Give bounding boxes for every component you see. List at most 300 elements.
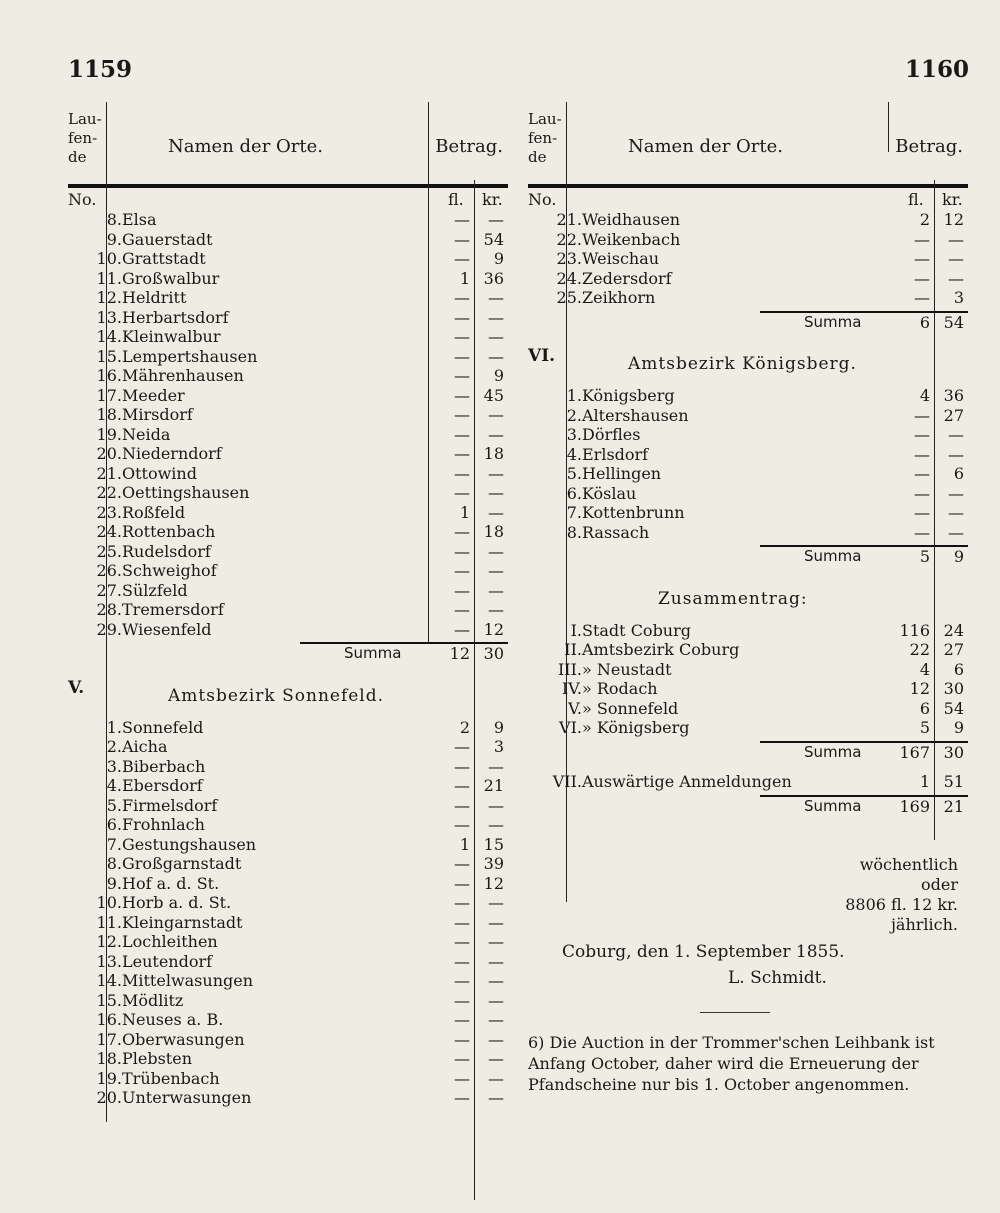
amount-kr: — [488, 815, 504, 834]
amount-fl: — [454, 522, 470, 541]
table-row [68, 1088, 508, 1108]
amount-kr: 24 [943, 620, 964, 640]
amount-fl: — [454, 1049, 470, 1068]
row-number: IV. [561, 679, 582, 698]
place-name: Herbartsdorf [122, 307, 229, 327]
amount-fl: 6 [919, 698, 930, 718]
table-row [68, 600, 508, 620]
table-row [68, 503, 508, 523]
row-number: 1. [566, 386, 582, 405]
row-number: 18. [96, 1049, 122, 1068]
amount-kr: 30 [943, 679, 964, 698]
place-name: Kottenbrunn [582, 503, 685, 522]
amount-kr: — [488, 795, 504, 815]
place-name: Ebersdorf [122, 776, 203, 795]
amount-kr: — [488, 1029, 504, 1049]
place-name: Köslau [582, 483, 637, 503]
place-name: Hof a. d. St. [122, 873, 220, 893]
row-number: 16. [96, 1010, 122, 1029]
row-number: III. [557, 659, 582, 679]
amount-fl: — [454, 249, 470, 268]
row-number: 26. [96, 561, 122, 580]
amount-kr: — [488, 405, 504, 424]
place-name: Weidhausen [582, 210, 681, 229]
place-name: Sülzfeld [122, 580, 188, 600]
place-name: Frohnlach [122, 815, 205, 834]
amount-kr: — [488, 600, 504, 619]
row-number: II. [564, 640, 582, 659]
table-row [68, 952, 508, 972]
table-row [68, 308, 508, 328]
place-name: Biberbach [122, 756, 206, 776]
place-name: Dörfles [582, 425, 641, 444]
amount-fl: — [454, 1029, 470, 1049]
amount-fl: 1 [459, 268, 470, 288]
amount-kr: — [488, 1049, 504, 1068]
amount-fl: 22 [909, 640, 930, 659]
amount-fl: — [454, 932, 470, 951]
amount-kr: — [948, 249, 964, 268]
amount-kr: — [488, 502, 504, 522]
row-number: 2. [566, 405, 582, 425]
signature: L. Schmidt. [728, 968, 827, 988]
place-name: Horb a. d. St. [122, 893, 232, 912]
place-name: Plebsten [122, 1049, 193, 1068]
table-row [68, 776, 508, 796]
table-row [68, 269, 508, 289]
amount-fl: 1 [919, 772, 930, 791]
amount-kr: — [488, 288, 504, 307]
place-name: Weischau [582, 249, 660, 268]
amount-fl: — [454, 444, 470, 463]
table-row [68, 971, 508, 991]
amount-kr: 39 [483, 854, 504, 873]
row-number: 16. [96, 366, 122, 385]
table-row [68, 464, 508, 484]
row-number: 8. [566, 522, 582, 542]
rows-auswaertig [528, 772, 968, 792]
table-row [528, 484, 968, 504]
header-laufende: Lau- fen- de [68, 110, 102, 166]
amount-fl: — [454, 405, 470, 424]
table-row [68, 757, 508, 777]
amount-kr: — [488, 1010, 504, 1029]
row-number: 6. [566, 483, 582, 503]
amount-kr: — [488, 580, 504, 600]
row-number: 29. [96, 619, 122, 639]
place-name: Amtsbezirk Coburg [582, 640, 740, 659]
amount-fl: 2 [919, 210, 930, 229]
amount-kr: 3 [953, 288, 964, 307]
amount-fl: — [454, 307, 470, 327]
amount-fl: — [914, 444, 930, 464]
amount-fl: — [454, 210, 470, 229]
amount-kr: — [488, 932, 504, 951]
amount-fl: — [454, 873, 470, 893]
amount-kr: 6 [953, 659, 964, 679]
page-number-left: 1159 [68, 56, 133, 83]
amount-kr: 54 [943, 698, 964, 718]
amount-kr: — [488, 210, 504, 229]
amount-fl: — [454, 893, 470, 912]
amount-kr: — [488, 893, 504, 912]
amount-fl: — [454, 795, 470, 815]
place-name: » Königsberg [582, 718, 690, 737]
row-number: 3. [566, 425, 582, 444]
table-row [528, 288, 968, 308]
row-number: 10. [96, 249, 122, 268]
amount-kr: 3 [493, 737, 504, 756]
zusammentrag-heading: Zusammentrag: [658, 588, 808, 609]
amount-kr: 12 [483, 619, 504, 639]
amount-fl: — [454, 327, 470, 346]
amount-fl: — [454, 971, 470, 990]
place-name: Kleingarnstadt [122, 912, 243, 932]
place-name: Grattstadt [122, 249, 206, 268]
amount-kr: 9 [953, 718, 964, 737]
footnote: 6) Die Auction in der Trommer'schen Leihbank ist Anfang October, daher wird die Erneuerung der Pfandscheine nur bis 1. October angenommen. [528, 1033, 935, 1094]
place-name: Heldritt [122, 288, 187, 307]
table-row [528, 269, 968, 289]
amount-fl: 2 [459, 717, 470, 737]
amount-fl: — [914, 425, 930, 444]
row-number: 11. [96, 912, 122, 932]
table-row [68, 796, 508, 816]
unit-row: No. fl. kr. [68, 190, 503, 209]
table-row [528, 445, 968, 465]
amount-fl: 4 [919, 659, 930, 679]
row-number: 28. [96, 600, 122, 619]
amount-fl: — [454, 561, 470, 580]
amount-fl: — [454, 483, 470, 502]
amount-fl: 1 [459, 502, 470, 522]
amount-kr: 18 [483, 444, 504, 463]
table-row [528, 406, 968, 426]
row-number: 2. [106, 737, 122, 756]
rows-zusammen [528, 621, 968, 738]
summa-row: Summa 5 9 [804, 547, 964, 566]
place-name: Lochleithen [122, 932, 218, 951]
place-name: Mährenhausen [122, 366, 244, 385]
header-laufende: Lau- fen- de [528, 110, 562, 166]
left-column [68, 96, 508, 1108]
amount-fl: — [454, 815, 470, 834]
amount-kr: — [488, 756, 504, 776]
place-name: Weikenbach [582, 229, 681, 249]
amount-fl: — [914, 464, 930, 483]
amount-kr: 51 [943, 772, 964, 791]
amount-fl: 5 [919, 718, 930, 737]
table-row [68, 542, 508, 562]
table-row [68, 620, 508, 640]
amount-kr: — [488, 424, 504, 444]
table-row [528, 230, 968, 250]
amount-fl: — [454, 1010, 470, 1029]
place-name: Wiesenfeld [122, 619, 212, 639]
row-number: 10. [96, 893, 122, 912]
amount-kr: — [488, 990, 504, 1010]
summa-row: Summa 12 30 [344, 644, 504, 663]
place-name: Leutendorf [122, 951, 213, 971]
row-number: 11. [96, 268, 122, 288]
table-row [68, 581, 508, 601]
row-number: 9. [106, 229, 122, 249]
table-row [68, 718, 508, 738]
row-number: 17. [96, 1029, 122, 1049]
row-number: 12. [96, 932, 122, 951]
place-name: Neuses a. B. [122, 1010, 224, 1029]
amount-fl: — [454, 990, 470, 1010]
row-number: 12. [96, 288, 122, 307]
place-name: Mödlitz [122, 990, 184, 1010]
table-row [68, 1069, 508, 1089]
table-row [68, 835, 508, 855]
yearly-note: jährlich. [890, 915, 958, 934]
row-number: 23. [96, 502, 122, 522]
place-name: Zedersdorf [582, 268, 672, 288]
place-name: Roßfeld [122, 502, 186, 522]
amount-kr: — [948, 503, 964, 522]
table-row [68, 874, 508, 894]
row-number: 7. [106, 834, 122, 854]
row-number: 17. [96, 385, 122, 405]
place-name: Meeder [122, 385, 185, 405]
amount-kr: 9 [493, 249, 504, 268]
row-number: 14. [96, 327, 122, 346]
table-row [68, 210, 508, 230]
table-row [68, 249, 508, 269]
amount-fl: — [454, 288, 470, 307]
row-number: 20. [96, 444, 122, 463]
place-name: Auswärtige Anmeldungen [582, 772, 792, 791]
amount-fl: — [454, 229, 470, 249]
amount-kr: 27 [943, 405, 964, 425]
amount-fl: — [454, 385, 470, 405]
amount-fl: — [454, 737, 470, 756]
table-row [528, 386, 968, 406]
place-name: Großgarnstadt [122, 854, 242, 873]
place-name: Königsberg [582, 386, 675, 405]
summa-row: Summa 169 21 [804, 796, 964, 816]
amount-kr: — [948, 522, 964, 542]
table-row [68, 991, 508, 1011]
amount-kr: — [488, 1088, 504, 1107]
summa-row: Summa 167 30 [804, 742, 964, 762]
amount-fl: — [454, 1068, 470, 1088]
row-number: 25. [556, 288, 582, 307]
amount-kr: — [488, 1068, 504, 1088]
amount-kr: — [488, 912, 504, 932]
row-number: 7. [566, 503, 582, 522]
row-number: 13. [96, 951, 122, 971]
row-number: 19. [96, 424, 122, 444]
table-row [528, 640, 968, 660]
table-row [68, 444, 508, 464]
unit-row: No. fl. kr. [528, 190, 963, 209]
amount-fl: — [914, 503, 930, 522]
row-number: 5. [106, 795, 122, 815]
row-number: 25. [96, 541, 122, 561]
table-row [68, 815, 508, 835]
amount-kr: 45 [483, 385, 504, 405]
place-name: Erlsdorf [582, 444, 649, 464]
row-number: 9. [106, 873, 122, 893]
rows-v [68, 718, 508, 1108]
table-header [68, 96, 508, 180]
amount-kr: 18 [483, 522, 504, 541]
amount-fl: — [454, 619, 470, 639]
amount-kr: — [488, 971, 504, 990]
place-name: Tremersdorf [122, 600, 224, 619]
or-note: oder [921, 875, 958, 894]
place-name: » Sonnefeld [582, 698, 679, 718]
row-number: 5. [566, 464, 582, 483]
table-header [528, 96, 968, 180]
table-row [68, 405, 508, 425]
right-column [528, 96, 968, 816]
amount-kr: — [488, 327, 504, 346]
place-name: Trübenbach [122, 1068, 220, 1088]
amount-fl: — [454, 463, 470, 483]
amount-kr: — [488, 307, 504, 327]
row-number: 24. [96, 522, 122, 541]
rows-vi [528, 386, 968, 542]
amount-kr: — [488, 541, 504, 561]
table-row [528, 503, 968, 523]
place-name: Neida [122, 424, 171, 444]
amount-fl: — [454, 600, 470, 619]
place-name: Oettingshausen [122, 483, 250, 502]
table-row [528, 718, 968, 738]
amount-fl: — [454, 912, 470, 932]
table-row [68, 483, 508, 503]
table-row [68, 854, 508, 874]
table-row [68, 1049, 508, 1069]
place-name: Elsa [122, 210, 157, 229]
amount-fl: — [914, 229, 930, 249]
amount-fl: — [454, 580, 470, 600]
table-row [68, 522, 508, 542]
place-name: Rudelsdorf [122, 541, 211, 561]
amount-kr: 15 [483, 834, 504, 854]
row-number: 21. [96, 463, 122, 483]
amount-fl: 12 [909, 679, 930, 698]
amount-fl: 4 [919, 386, 930, 405]
table-row [68, 1030, 508, 1050]
amount-kr: 12 [483, 873, 504, 893]
row-number: 4. [566, 444, 582, 464]
place-name: Großwalbur [122, 268, 220, 288]
amount-fl: — [454, 951, 470, 971]
table-row [68, 932, 508, 952]
table-row [68, 386, 508, 406]
row-number: 14. [96, 971, 122, 990]
amount-fl: — [454, 541, 470, 561]
table-row [528, 523, 968, 543]
amount-kr: 9 [493, 717, 504, 737]
row-number: 19. [96, 1068, 122, 1088]
header-namen: Namen der Orte. [628, 136, 783, 157]
table-row [68, 327, 508, 347]
place-name: Gestungshausen [122, 834, 257, 854]
table-row [68, 366, 508, 386]
amount-kr: — [948, 425, 964, 444]
row-number: 13. [96, 307, 122, 327]
amount-kr: 6 [953, 464, 964, 483]
amount-kr: — [948, 229, 964, 249]
place-name: Rassach [582, 522, 650, 542]
amount-kr: — [488, 463, 504, 483]
row-number: I. [570, 620, 582, 640]
place-name: Stadt Coburg [582, 620, 691, 640]
row-number: 8. [106, 210, 122, 229]
place-name: » Neustadt [582, 659, 672, 679]
amount-kr: — [948, 444, 964, 464]
rows-iv [68, 210, 508, 639]
table-row [68, 288, 508, 308]
row-number: 20. [96, 1088, 122, 1107]
row-number: V. [568, 698, 582, 718]
amount-kr: — [488, 483, 504, 502]
amount-fl: — [454, 854, 470, 873]
row-number: 15. [96, 346, 122, 366]
table-row [68, 425, 508, 445]
amount-kr: 27 [943, 640, 964, 659]
place-name: » Rodach [582, 679, 658, 698]
amount-fl: — [914, 268, 930, 288]
amount-kr: 9 [493, 366, 504, 385]
amount-kr: — [488, 346, 504, 366]
row-number: 18. [96, 405, 122, 424]
table-row [528, 210, 968, 230]
table-row [68, 893, 508, 913]
place-name: Zeikhorn [582, 288, 656, 307]
amount-kr: — [948, 268, 964, 288]
place-name: Rottenbach [122, 522, 216, 541]
header-betrag: Betrag. [895, 136, 963, 157]
row-number: 24. [556, 268, 582, 288]
amount-fl: — [914, 522, 930, 542]
amount-kr: — [488, 561, 504, 580]
row-number: 15. [96, 990, 122, 1010]
place-name: Aicha [122, 737, 168, 756]
row-number: 1. [106, 717, 122, 737]
row-number: 27. [96, 580, 122, 600]
row-number: VII. [552, 772, 582, 791]
amount-fl: — [914, 288, 930, 307]
amount-fl: — [914, 405, 930, 425]
table-row [528, 699, 968, 719]
amount-fl: — [914, 249, 930, 268]
place-name: Unterwasungen [122, 1088, 252, 1107]
amount-kr: 21 [483, 776, 504, 795]
amount-fl: — [454, 756, 470, 776]
place-name: Ottowind [122, 463, 197, 483]
weekly-note: wöchentlich [859, 855, 958, 874]
amount-fl: — [454, 346, 470, 366]
place-name: Mittelwasungen [122, 971, 254, 990]
row-number: 23. [556, 249, 582, 268]
table-row [68, 1010, 508, 1030]
table-row [528, 621, 968, 641]
row-number: VI. [559, 718, 582, 737]
amount-kr: — [488, 951, 504, 971]
row-number: 3. [106, 756, 122, 776]
amount-fl: — [454, 1088, 470, 1107]
place-name: Hellingen [582, 464, 662, 483]
amount-fl: — [454, 424, 470, 444]
place-name: Niederndorf [122, 444, 222, 463]
